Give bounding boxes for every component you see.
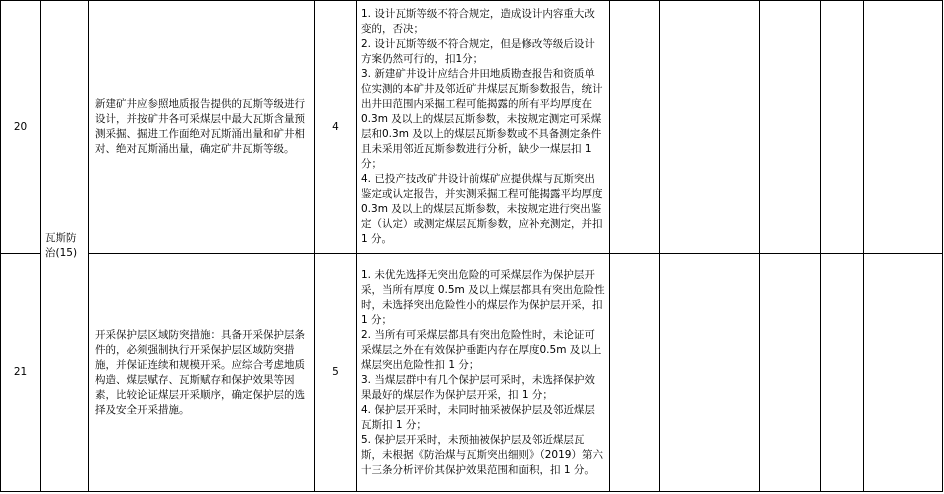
table-row: [1, 1, 943, 254]
empty-cell: [864, 254, 943, 492]
table-row: [1, 254, 943, 492]
row-number: 21: [1, 254, 41, 492]
empty-cell: [760, 1, 821, 254]
requirement-content: 开采保护层区域防突措施：具备开采保护层条件的，必须强制执行开采保护层区域防突措施，并保证连续和规模开采。应综合考虑地质构造、煤层赋存、瓦斯赋存和保护效果等因素，比较论证煤层开采顺序，确定保护层的选择及安全开采措施。: [89, 254, 315, 492]
category-cell: 瓦斯防治(15): [41, 1, 89, 492]
rule-item: 3. 当煤层群中有几个保护层可采时，未选择保护效果最好的煤层作为保护层开采，扣 1 分；: [361, 373, 595, 401]
score-cell: 5: [315, 254, 357, 492]
rule-item: 4. 保护层开采时，未同时抽采被保护层及邻近煤层瓦斯扣 1 分；: [361, 403, 595, 431]
empty-cell: [760, 254, 821, 492]
empty-cell: [821, 1, 864, 254]
rule-item: 1. 未优先选择无突出危险的可采煤层作为保护层开采，当所有厚度 0.5m 及以上煤层都具有突出危险性时，未选择突出危险性小的煤层作为保护层开采，扣 1 分；: [361, 268, 605, 326]
empty-cell: [660, 1, 760, 254]
scoring-rules: [357, 254, 610, 492]
score-cell: 4: [315, 1, 357, 254]
rule-item: 2. 设计瓦斯等级不符合规定，但是修改等级后设计方案仍然可行的，扣1分；: [361, 38, 595, 65]
scoring-rules: [357, 1, 610, 254]
rule-item: 2. 当所有可采煤层都具有突出危险性时，未论证可采煤层之外在有效保护垂距内存在厚度0.5m 及以上煤层突出危险性扣 1 分；: [361, 328, 602, 371]
empty-cell: [821, 254, 864, 492]
empty-cell: [660, 254, 760, 492]
empty-cell: [864, 1, 943, 254]
empty-cell: [610, 254, 660, 492]
row-number: 20: [1, 1, 41, 254]
requirement-content: 新建矿井应参照地质报告提供的瓦斯等级进行设计，并按矿井各可采煤层中最大瓦斯含量预测采掘、掘进工作面绝对瓦斯涌出量和矿井相对、绝对瓦斯涌出量，确定矿井瓦斯等级。: [89, 1, 315, 254]
rule-item: 5. 保护层开采时，未预抽被保护层及邻近煤层瓦斯，未根据《防治煤与瓦斯突出细则》（2019）第六十三条分析评价其保护效果范围和面积，扣 1 分。: [361, 433, 603, 476]
rule-item: 3. 新建矿井设计应结合井田地质勘查报告和资质单位实测的本矿井及邻近矿井煤层瓦斯参数报告，统计出井田范围内采掘工程可能揭露的所有平均厚度在 0.3m 及以上的煤层瓦斯参数，未按规定测定可采煤层和0.3m 及以上的煤层瓦斯参数或不具备测定条件且未采用邻近瓦斯参数进行分析，缺少一煤层扣 1分；: [361, 68, 603, 170]
empty-cell: [610, 1, 660, 254]
rule-item: 1. 设计瓦斯等级不符合规定，造成设计内容重大改变的，否决；: [361, 8, 595, 35]
rule-item: 4. 已投产技改矿井设计前煤矿应提供煤与瓦斯突出鉴定或认定报告，并实测采掘工程可能揭露平均厚度 0.3m 及以上的煤层瓦斯参数，未按规定进行突出鉴定（认定）或测定煤层瓦斯参数，应补充测定，并扣 1 分。: [361, 173, 603, 245]
